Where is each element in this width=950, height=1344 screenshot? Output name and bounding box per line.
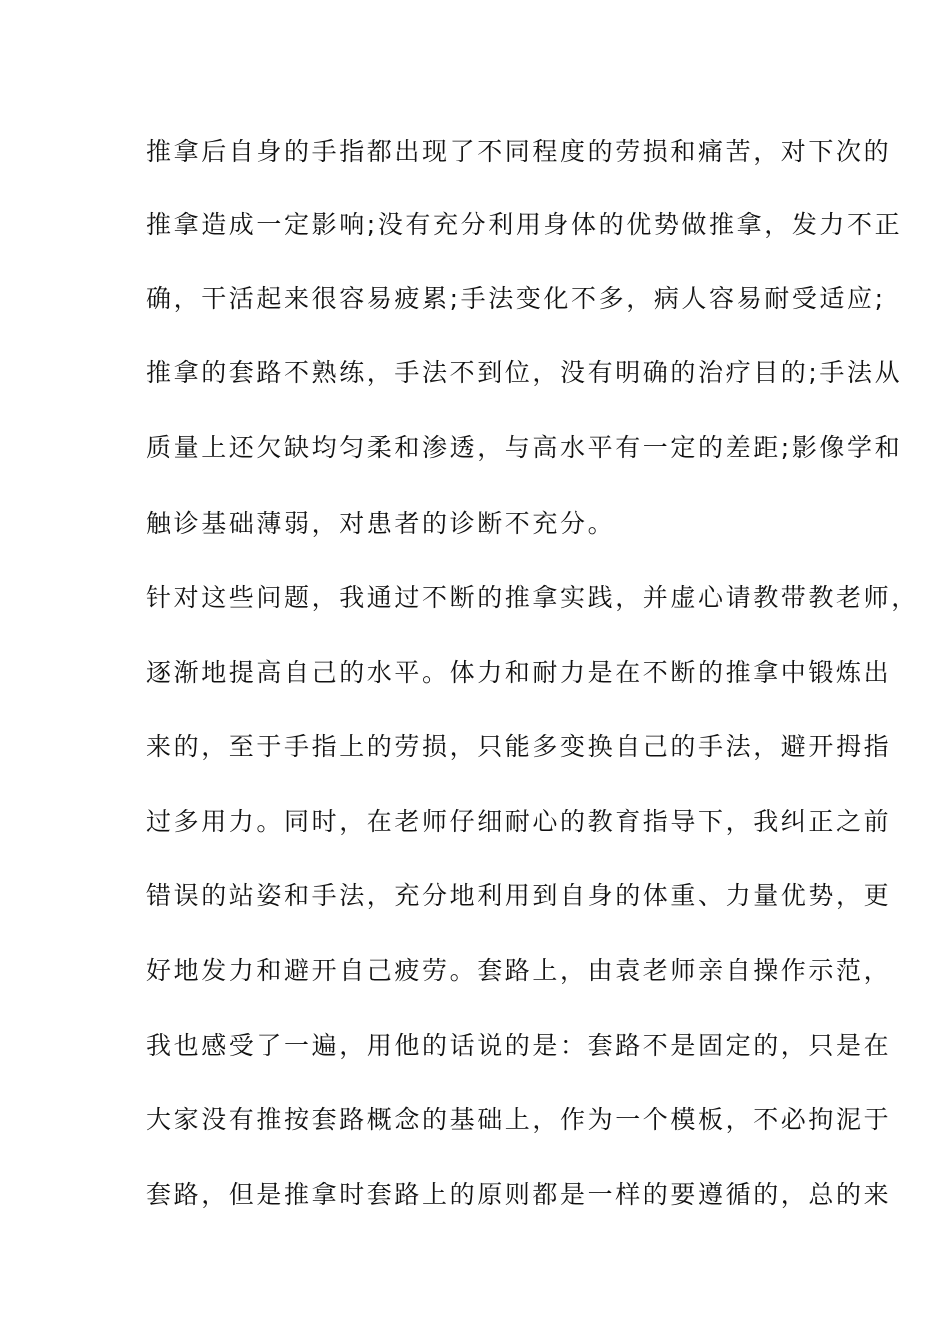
text-line: 触诊基础薄弱，对患者的诊断不充分。 — [146, 509, 616, 538]
text-line: 推拿的套路不熟练，手法不到位，没有明确的治疗目的;手法从 — [146, 358, 903, 387]
text-line: 错误的站姿和手法，充分地利用到自身的体重、力量优势，更 — [146, 881, 892, 910]
text-line: 推拿后自身的手指都出现了不同程度的劳损和痛苦，对下次的 — [146, 137, 892, 166]
text-line: 逐渐地提高自己的水平。体力和耐力是在不断的推拿中锻炼出 — [146, 658, 892, 687]
text-line: 质量上还欠缺均匀柔和渗透，与高水平有一定的差距;影像学和 — [146, 433, 903, 462]
text-line: 针对这些问题，我通过不断的推拿实践，并虚心请教带教老师， — [146, 583, 919, 612]
text-line: 过多用力。同时，在老师仔细耐心的教育指导下，我纠正之前 — [146, 807, 892, 836]
text-line: 推拿造成一定影响;没有充分利用身体的优势做推拿，发力不正 — [146, 210, 903, 239]
text-line: 大家没有推按套路概念的基础上，作为一个模板，不必拘泥于 — [146, 1105, 892, 1134]
text-line: 我也感受了一遍，用他的话说的是：套路不是固定的，只是在 — [146, 1031, 892, 1060]
text-line: 来的，至于手指上的劳损，只能多变换自己的手法，避开拇指 — [146, 732, 892, 761]
text-line: 好地发力和避开自己疲劳。套路上，由袁老师亲自操作示范， — [146, 956, 892, 985]
text-line: 套路，但是推拿时套路上的原则都是一样的要遵循的，总的来 — [146, 1180, 892, 1209]
text-line: 确，干活起来很容易疲累;手法变化不多，病人容易耐受适应; — [146, 284, 886, 313]
